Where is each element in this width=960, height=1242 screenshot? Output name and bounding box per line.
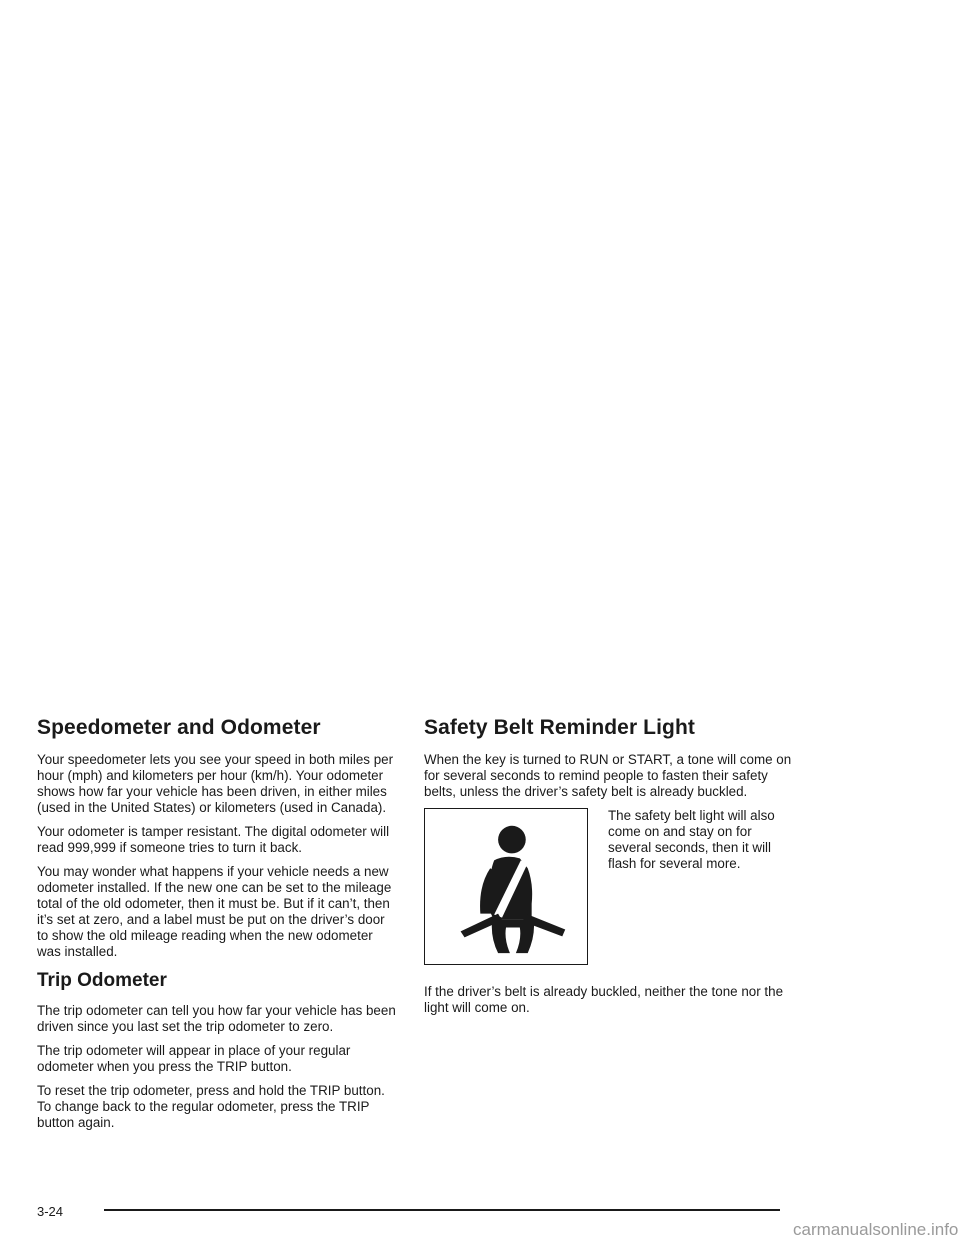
right-column xyxy=(424,714,794,1024)
paragraph: The trip odometer can tell you how far your vehicle has been driven since you last set the trip odometer to zero. xyxy=(37,1003,396,1034)
subheading-trip-odometer: Trip Odometer xyxy=(37,970,167,991)
paragraph: The trip odometer will appear in place of your regular odometer when you press the TRIP button. xyxy=(37,1043,351,1074)
paragraph: Your speedometer lets you see your speed in both miles per hour (mph) and kilometers per hour (km/h). Your odometer shows how far your vehicle has been driven, in either miles (used in the United States) or kilometers (used in Canada). xyxy=(37,752,394,815)
watermark: carmanualsonline.info xyxy=(793,1220,959,1239)
paragraph: When the key is turned to RUN or START, a tone will come on for several seconds to remind people to fasten their safety belts, unless the driver’s safety belt is already buckled. xyxy=(424,752,792,799)
paragraph: You may wonder what happens if your vehicle needs a new odometer installed. If the new one can be set to the mileage total of the old odometer, then it must be. But if it can’t, then it’s set at zero, and a label must be put on the driver’s door to show the old mileage reading when the new odometer was installed. xyxy=(37,864,392,959)
paragraph: If the driver’s belt is already buckled, neither the tone nor the light will come on. xyxy=(424,984,784,1015)
belt-light-paragraph: The safety belt light will also come on and stay on for several seconds, then it will flash for several more. xyxy=(608,808,775,871)
belt-figure-row xyxy=(424,808,794,970)
section-heading-safety-belt: Safety Belt Reminder Light xyxy=(424,716,695,739)
left-column xyxy=(37,714,399,1139)
paragraph: To reset the trip odometer, press and hold the TRIP button. To change back to the regular odometer, press the TRIP button again. xyxy=(37,1083,385,1130)
paragraph: Your odometer is tamper resistant. The digital odometer will read 999,999 if someone tries to turn it back. xyxy=(37,824,390,855)
seatbelt-reminder-icon xyxy=(424,808,588,965)
page-number: 3-24 xyxy=(37,1204,64,1219)
footer-rule xyxy=(104,1209,780,1211)
section-heading-speedometer: Speedometer and Odometer xyxy=(37,716,321,739)
